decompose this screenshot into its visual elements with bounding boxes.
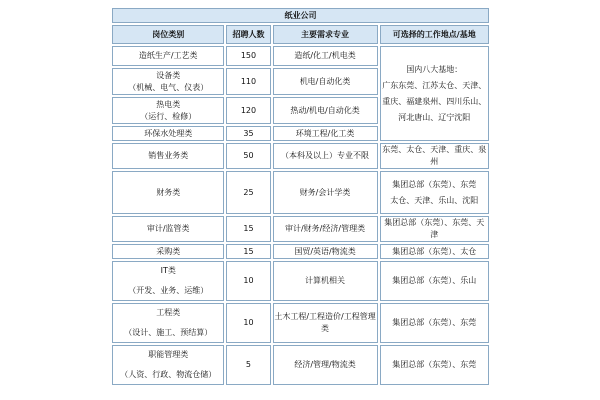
category-label: 热电类: [156, 99, 181, 109]
count-cell: 5: [226, 345, 270, 385]
header-category: 岗位类别: [112, 25, 224, 44]
location-cell: 集团总部（东莞）、太仓: [380, 244, 489, 259]
count-cell: 15: [226, 244, 270, 259]
major-cell: 机电/自动化类: [273, 68, 378, 95]
location-line: 集团总部（东莞）、东莞: [392, 180, 477, 189]
count-cell: 120: [226, 97, 270, 124]
header-major: 主要需求专业: [273, 25, 378, 44]
count-cell: 150: [226, 46, 270, 66]
category-detail: （设计、施工、预结算）: [124, 328, 213, 337]
category-detail: （开发、业务、运维）: [128, 286, 209, 295]
category-cell: 环保水处理类: [112, 126, 224, 141]
location-line: 重庆、福建泉州、四川乐山、: [382, 97, 487, 106]
table-row: [112, 303, 489, 343]
major-cell: 热动/机电/自动化类: [273, 97, 378, 124]
count-cell: 10: [226, 303, 270, 343]
category-cell: [112, 97, 224, 124]
major-cell: 环境工程/化工类: [273, 126, 378, 141]
major-cell: 国贸/英语/物流类: [273, 244, 378, 259]
location-cell: 集团总部（东莞）、东莞: [380, 303, 489, 343]
location-cell: 东莞、太仓、天津、重庆、泉州: [380, 143, 489, 169]
category-label: IT类: [160, 266, 176, 275]
header-location: 可选择的工作地点/基地: [380, 25, 489, 44]
recruitment-table-container: [110, 6, 491, 387]
location-cell: [380, 171, 489, 214]
table-title: 纸业公司: [112, 8, 489, 23]
major-cell: 经济/管理/物流类: [273, 345, 378, 385]
table-row: [112, 46, 489, 66]
count-cell: 110: [226, 68, 270, 95]
major-cell: 审计/财务/经济/管理类: [273, 216, 378, 242]
category-cell: 造纸生产/工艺类: [112, 46, 224, 66]
category-detail: （人资、行政、物流仓储）: [120, 370, 217, 379]
location-line: 太仓、天津、乐山、沈阳: [390, 196, 479, 205]
major-cell: （本科及以上）专业不限: [273, 143, 378, 169]
table-row: [112, 143, 489, 169]
category-label: 工程类: [156, 308, 181, 317]
location-cell: 集团总部（东莞）、乐山: [380, 261, 489, 301]
header-count: 招聘人数: [226, 25, 270, 44]
count-cell: 50: [226, 143, 270, 169]
category-detail: （运行、检修）: [140, 111, 197, 121]
location-cell: 集团总部（东莞）、东莞: [380, 345, 489, 385]
category-cell: [112, 68, 224, 95]
major-cell: 财务/会计学类: [273, 171, 378, 214]
table-row: [112, 216, 489, 242]
major-cell: 计算机相关: [273, 261, 378, 301]
count-cell: 25: [226, 171, 270, 214]
major-cell: 造纸/化工/机电类: [273, 46, 378, 66]
category-cell: 审计/监管类: [112, 216, 224, 242]
count-cell: 35: [226, 126, 270, 141]
category-cell: [112, 345, 224, 385]
table-row: [112, 345, 489, 385]
table-row: [112, 261, 489, 301]
count-cell: 15: [226, 216, 270, 242]
category-cell: 财务类: [112, 171, 224, 214]
location-line: 国内八大基地：: [406, 65, 463, 74]
location-cell: 集团总部（东莞）、东莞、天津: [380, 216, 489, 242]
category-detail: （机械、电气、仪表）: [128, 82, 209, 92]
category-cell: [112, 261, 224, 301]
major-cell: 土木工程/工程造价/工程管理类: [273, 303, 378, 343]
header-row: [112, 25, 489, 44]
category-cell: 销售业务类: [112, 143, 224, 169]
category-label: 设备类: [156, 70, 181, 80]
category-cell: 采购类: [112, 244, 224, 259]
category-cell: [112, 303, 224, 343]
recruitment-table: [110, 6, 491, 387]
count-cell: 10: [226, 261, 270, 301]
category-label: 职能管理类: [148, 350, 189, 359]
table-row: [112, 171, 489, 214]
table-row: [112, 244, 489, 259]
location-line: 河北唐山、辽宁沈阳: [398, 113, 471, 122]
location-line: 广东东莞、江苏太仓、天津、: [382, 81, 487, 90]
location-cell-bases: [380, 46, 489, 141]
